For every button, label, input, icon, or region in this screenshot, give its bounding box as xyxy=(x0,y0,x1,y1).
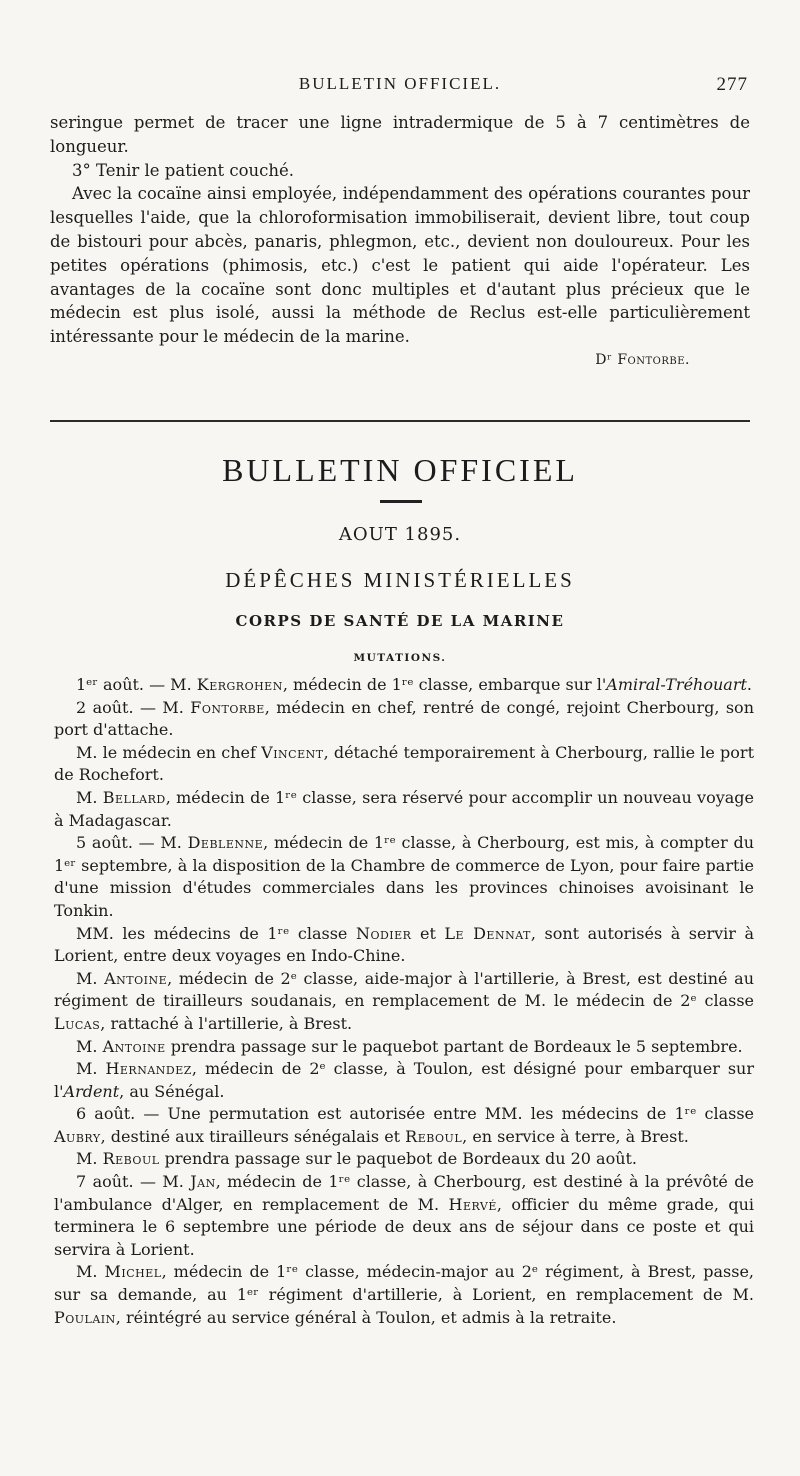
running-header xyxy=(0,74,800,100)
bulletin-title: BULLETIN OFFICIEL xyxy=(222,452,578,488)
person-name: Lucas xyxy=(54,1013,101,1033)
list-item: 1ᵉʳ août. — M. Kergrohen, médecin de 1ʳᵉ classe, embarque sur l'Amiral-Tréhouart. xyxy=(76,675,752,694)
list-item: 2 août. — M. Fontorbe, médecin en chef, rentré de congé, rejoint Cherbourg, son port d'attache. xyxy=(54,697,754,740)
list-item: 5 août. — M. Deblenne, médecin de 1ʳᵉ classe, à Cherbourg, est mis, à compter du 1ᵉʳ septembre, à la disposition de la Chambre de commerce de Lyon, pour faire partie d'une mission d'études commerciales dans les provinces chinoises avoisinant le Tonkin. xyxy=(54,833,755,920)
person-name: Antoine xyxy=(104,968,168,988)
person-name: Hervé xyxy=(448,1194,497,1214)
list-item: 6 août. — Une permutation est autorisée entre MM. les médecins de 1ʳᵉ classe Aubry, destiné aux tirailleurs sénégalais et Reboul, en service à terre, à Brest. xyxy=(54,1104,754,1146)
person-name: Antoine xyxy=(102,1036,166,1056)
list-item: MM. les médecins de 1ʳᵉ classe Nodier et Le Dennat, sont autorisés à servir à Lorient, entre deux voyages en Indo-Chine. xyxy=(54,923,754,966)
person-name: Le Dennat xyxy=(444,923,531,943)
article-continuation xyxy=(50,111,750,373)
person-name: Fontorbe xyxy=(190,697,265,717)
mutations-heading: MUTATIONS. xyxy=(353,652,447,664)
person-name: Aubry xyxy=(54,1126,101,1146)
paragraph: seringue permet de tracer une ligne intradermique de 5 à 7 centimètres de longueur. xyxy=(50,113,750,156)
paragraph: Avec la cocaïne ainsi employée, indépendamment des opérations courantes pour lesquelles l'aide, que la chloroformisation immobiliserait, devient libre, tout coup de bistouri pour abcès, panaris, phlegmon, etc., devient non douloureux. Pour les petites opérations (phimosis, etc.) c'est le patient qui aide l'opérateur. Les avantages de la cocaïne sont donc multiples et d'autant plus précieux que le médecin est plus isolé, aussi la méthode de Reclus est-elle particulièrement intéressante pour le médecin de la marine. xyxy=(50,184,750,347)
list-item: M. Michel, médecin de 1ʳᵉ classe, médecin-major au 2ᵉ régiment, à Brest, passe, sur sa demande, au 1ᵉʳ régiment d'artillerie, à Lorient, en remplacement de M. Poulain, réintégré au service général à Toulon, et admis à la retraite. xyxy=(54,1262,754,1327)
subsection-heading: CORPS DE SANTÉ DE LA MARINE xyxy=(235,612,565,630)
list-item: M. Reboul prendra passage sur le paquebot de Bordeaux du 20 août. xyxy=(76,1149,638,1169)
list-item: 7 août. — M. Jan, médecin de 1ʳᵉ classe, à Cherbourg, est destiné à la prévôté de l'ambulance d'Alger, en remplacement de M. Hervé, officier du même grade, qui terminera le 6 septembre une période de deux ans de séjour dans ce poste et qui servira à Lorient. xyxy=(54,1172,755,1259)
list-item: M. Antoine, médecin de 2ᵉ classe, aide-major à l'artillerie, à Brest, est destiné au régiment de tirailleurs soudanais, en remplacement de M. le médecin de 2ᵉ classe Lucas, rattaché à l'artillerie, à Brest. xyxy=(54,968,754,1033)
list-item: M. le médecin en chef Vincent, détaché temporairement à Cherbourg, rallie le port de Rochefort. xyxy=(54,742,755,785)
person-name: Poulain xyxy=(54,1307,116,1327)
title-underline xyxy=(380,500,422,503)
person-name: Michel xyxy=(104,1262,162,1282)
author-signature: Dʳ Fontorbe. xyxy=(595,351,690,368)
mutations-list xyxy=(54,674,754,1329)
list-item: M. Bellard, médecin de 1ʳᵉ classe, sera réservé pour accomplir un nouveau voyage à Madagascar. xyxy=(54,787,754,830)
ship-name: Ardent xyxy=(63,1081,120,1101)
list-item: M. Antoine prendra passage sur le paquebot partant de Bordeaux le 5 septembre. xyxy=(76,1036,743,1056)
page-number: 277 xyxy=(716,74,748,95)
section-divider xyxy=(50,420,750,422)
list-item: M. Hernandez, médecin de 2ᵉ classe, à Toulon, est désigné pour embarquer sur l'Ardent, au Sénégal. xyxy=(54,1059,754,1101)
person-name: Deblenne xyxy=(187,833,264,853)
person-name: Bellard xyxy=(102,787,166,807)
running-title: BULLETIN OFFICIEL. xyxy=(298,74,502,93)
section-heading: DÉPÊCHES MINISTÉRIELLES xyxy=(225,568,575,592)
person-name: Jan xyxy=(190,1172,216,1192)
person-name: Vincent xyxy=(261,742,324,762)
person-name: Hernandez xyxy=(105,1059,192,1079)
person-name: Reboul xyxy=(405,1126,463,1146)
person-name: Kergrohen xyxy=(196,675,283,694)
paragraph: 3° Tenir le patient couché. xyxy=(72,160,295,180)
person-name: Nodier xyxy=(355,923,412,943)
person-name: Reboul xyxy=(102,1149,160,1169)
issue-month: AOUT 1895. xyxy=(338,524,462,545)
ship-name: Amiral-Tréhouart xyxy=(606,675,747,694)
